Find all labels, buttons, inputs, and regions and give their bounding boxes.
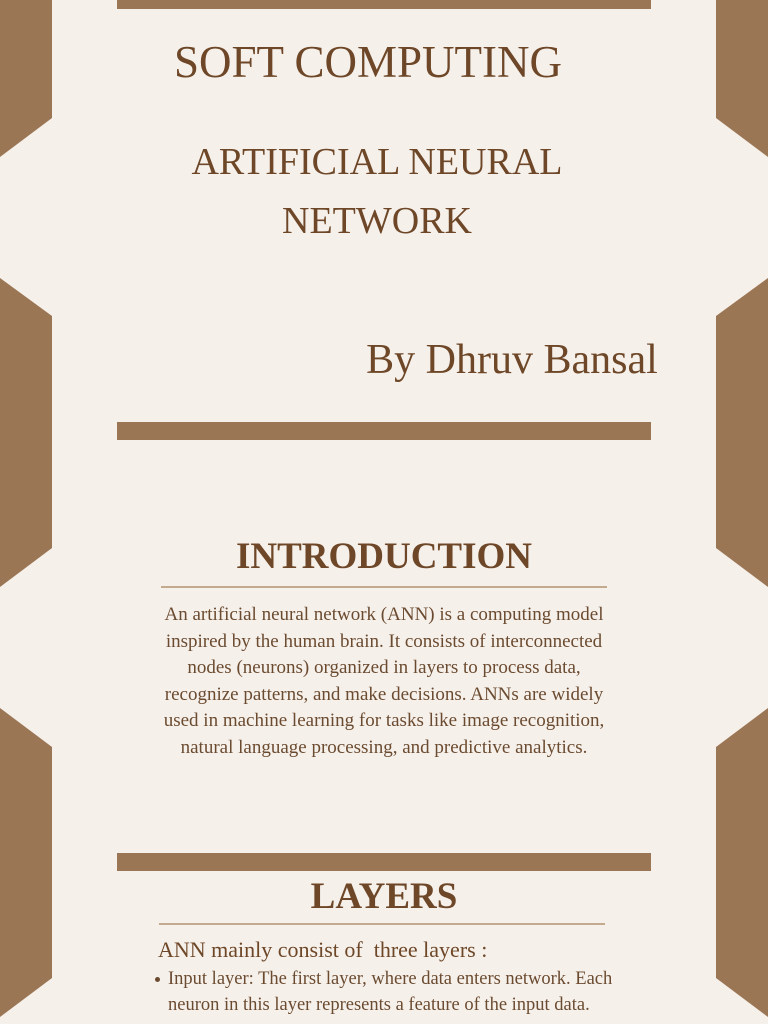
layers-lead-text: ANN mainly consist of three layers : [158,937,488,962]
paragraph-line: nodes (neurons) organized in layers to process data, [187,657,581,679]
paragraph-line: used in machine learning for tasks like image recognition, [163,710,605,732]
list-item-line: Input layer: The first layer, where data enters network. Each [168,969,613,989]
topic-title-line: ARTIFICIAL NEURAL [191,141,563,183]
topic-title [77,133,677,251]
introduction-paragraph [84,602,684,762]
right-decor-shape-bottom [716,708,768,1017]
paragraph-line: An artificial neural network (ANN) is a computing model [164,604,604,625]
top-divider-bar [117,0,651,9]
right-decor-shape-middle [716,278,768,587]
left-decor-shape-middle [0,278,52,587]
layers-list [150,966,710,1018]
bullet-marker [155,977,160,982]
paragraph-line: recognize patterns, and make decisions. ANNs are widely [164,683,604,705]
layers-underline [159,923,605,925]
lower-divider-bar [117,853,651,871]
paragraph-line: inspired by the human brain. It consists of interconnected [165,630,603,652]
layers-heading: LAYERS [310,876,458,917]
course-title: SOFT COMPUTING [174,37,562,87]
topic-title-line: NETWORK [282,200,472,242]
introduction-heading: INTRODUCTION [235,536,533,577]
author-byline: By Dhruv Bansal [366,337,658,383]
introduction-underline [161,586,607,588]
right-decor-shape-top [716,0,768,157]
left-decor-shape-top [0,0,52,157]
list-item-text [168,966,708,1018]
paragraph-line: natural language processing, and predictive analytics. [180,736,588,758]
middle-divider-bar [117,422,651,440]
left-decor-shape-bottom [0,708,52,1017]
list-item-line: neuron in this layer represents a feature of the input data. [168,995,590,1015]
